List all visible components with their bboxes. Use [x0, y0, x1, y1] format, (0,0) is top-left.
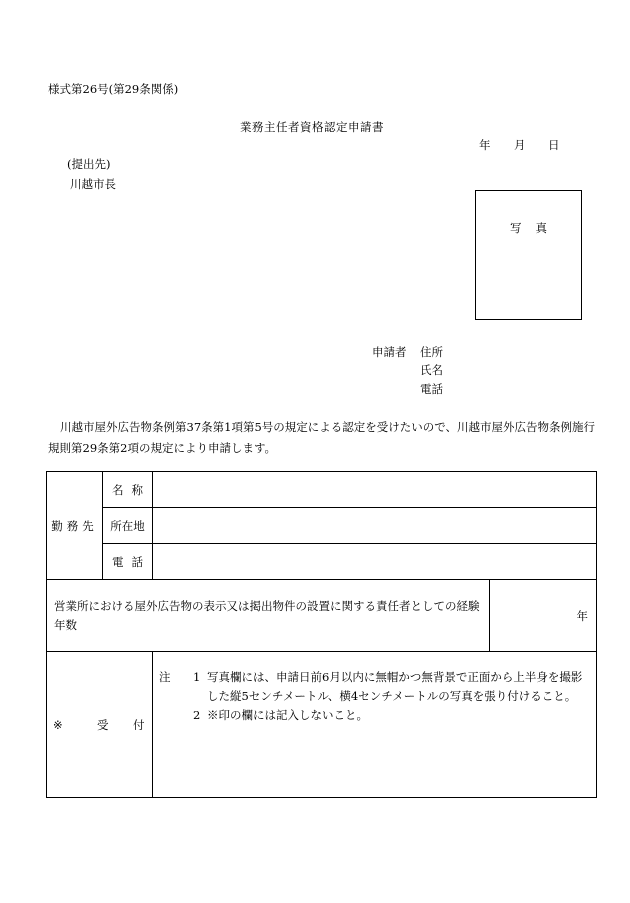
- applicant-phone-label: 電話: [420, 382, 443, 396]
- applicant-name-label: 氏名: [420, 363, 443, 377]
- application-table: [46, 471, 597, 798]
- applicant-address-label: 住所: [420, 345, 443, 359]
- notes-cell: [153, 652, 597, 798]
- workplace-label: 勤務先: [47, 472, 103, 580]
- experience-years-field[interactable]: [490, 580, 597, 652]
- note-2: [159, 706, 592, 725]
- workplace-name-label: 名称: [103, 472, 153, 508]
- date-day: 日: [548, 138, 560, 152]
- note-1: [159, 668, 592, 706]
- photo-box: [475, 190, 582, 320]
- note-1-text: 写真欄には、申請日前6月以内に無帽かつ無背景で正面から上半身を撮影した縦5センチメートル、横4センチメートルの写真を張り付けること。: [207, 670, 583, 703]
- reception-char-2: 付: [133, 717, 145, 732]
- note-1-number: 1: [193, 670, 201, 684]
- document-title: 業務主任者資格認定申請書: [240, 120, 384, 134]
- date-month: 月: [514, 138, 526, 152]
- note-2-number: 2: [193, 708, 201, 722]
- years-unit: 年: [576, 608, 588, 623]
- form-number: 様式第26号(第29条関係): [48, 82, 179, 96]
- applicant-label: 申請者: [372, 345, 407, 359]
- date-year: 年: [479, 138, 491, 152]
- photo-label: 写真: [510, 221, 561, 235]
- notes-label: 注: [159, 670, 171, 684]
- workplace-address-label: 所在地: [103, 508, 153, 544]
- note-2-text: ※印の欄には記入しないこと。: [207, 708, 368, 722]
- workplace-name-field[interactable]: [153, 472, 597, 508]
- reception-mark: ※: [53, 717, 63, 732]
- workplace-phone-field[interactable]: [153, 544, 597, 580]
- experience-years-label: 営業所における屋外広告物の表示又は掲出物件の設置に関する責任者としての経験年数: [47, 580, 490, 652]
- reception-char-1: 受: [97, 717, 109, 732]
- recipient-label: (提出先): [67, 157, 111, 171]
- application-statement: 川越市屋外広告物条例第37条第1項第5号の規定による認定を受けたいので、川越市屋外広告物条例施行規則第29条第2項の規定により申請します。: [48, 420, 596, 455]
- workplace-phone-label: 電話: [103, 544, 153, 580]
- recipient-name: 川越市長: [70, 177, 116, 191]
- reception-cell: [47, 652, 153, 798]
- workplace-address-field[interactable]: [153, 508, 597, 544]
